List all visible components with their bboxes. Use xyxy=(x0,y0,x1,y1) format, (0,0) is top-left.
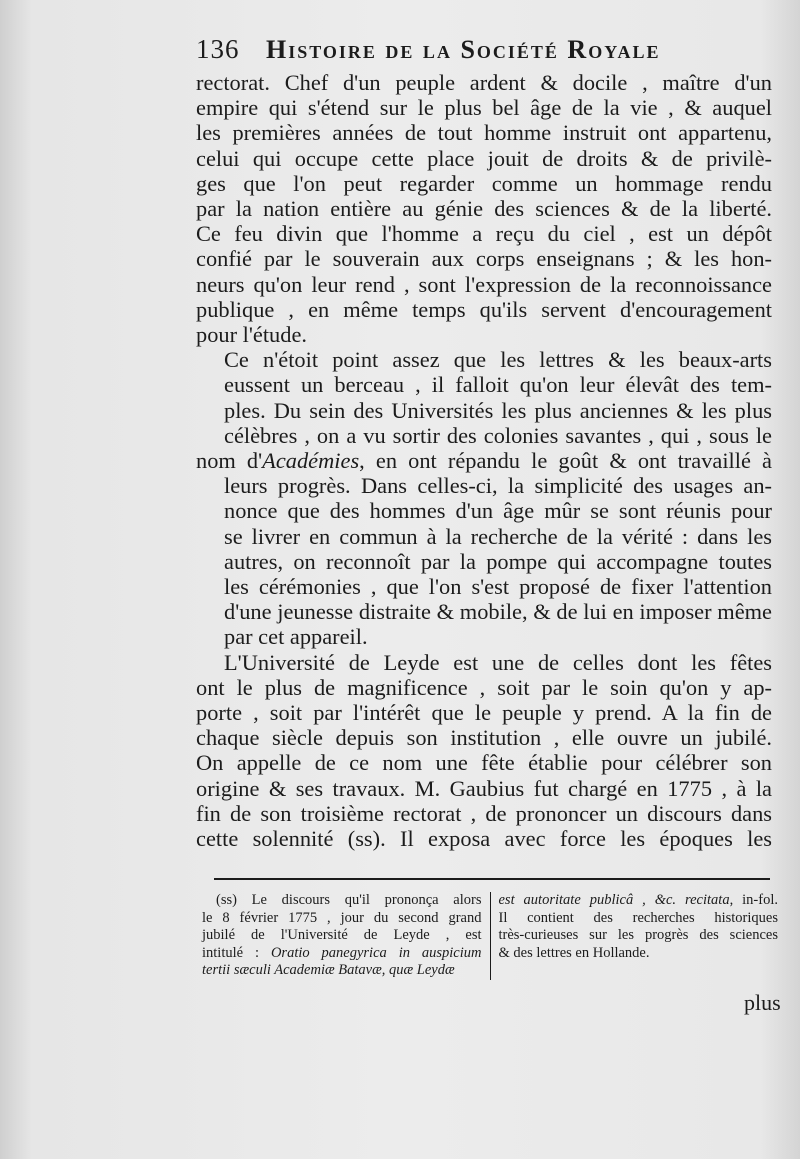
text-line: pour l'étude. xyxy=(196,322,307,348)
paragraph-2 xyxy=(196,347,772,649)
footnote-line: jubilé de l'Université de Leyde , est xyxy=(202,927,482,943)
text-line: Ce n'étoit point assez que les lettres & les beaux-arts xyxy=(224,347,772,373)
footnote-line-title xyxy=(202,945,482,963)
footnote xyxy=(202,892,778,980)
text-line: ont le plus de magnificence , soit par le soin qu'on y ap- xyxy=(196,674,772,700)
footnote-left-column xyxy=(202,892,491,980)
text-fragment: , en ont répandu le goût & ont travaillé à xyxy=(359,448,772,474)
text-line: Ce feu divin que l'homme a reçu du ciel , est un dépôt xyxy=(196,221,772,247)
page-number: 136 xyxy=(196,34,240,64)
latin-title: tertii sæculi Academiæ Batavæ, quæ Leydæ xyxy=(202,962,455,978)
text-line: ges que l'on peut regarder comme un hommage rendu xyxy=(196,170,772,196)
paragraph-3 xyxy=(196,650,772,852)
text-fragment: , in-fol. xyxy=(729,892,778,908)
text-line: nonce que des hommes d'un âge mûr se sont réunis pour xyxy=(224,498,772,524)
text-line: neurs qu'on leur rend , sont l'expression de la reconnoissance xyxy=(196,271,772,297)
text-line: cette solennité (ss). Il exposa avec force les époques les xyxy=(196,826,772,852)
footnote-rule xyxy=(214,878,770,880)
text-line: leurs progrès. Dans celles-ci, la simplicité des usages an- xyxy=(224,473,772,499)
text-line: célèbres , on a vu sortir des colonies savantes , qui , sous le xyxy=(224,422,772,448)
text-line: eussent un berceau , il falloit qu'on leur élevât des tem- xyxy=(224,372,772,398)
footnote-line: (ss) Le discours qu'il prononça alors xyxy=(216,892,482,908)
footnote-line: & des lettres en Hollande. xyxy=(498,944,650,961)
footnote-line: Il contient des recherches historiques xyxy=(498,909,778,926)
text-line: par cet appareil. xyxy=(224,624,368,650)
text-line: On appelle de ce nom une fête établie pour célébrer son xyxy=(196,750,772,776)
page-header xyxy=(196,34,756,65)
footnote-right-column xyxy=(491,892,779,980)
text-fragment: nom d' xyxy=(196,448,263,474)
footnote-line: très-curieuses sur les progrès des sciences xyxy=(498,927,778,943)
text-line: porte , soit par l'intérêt que le peuple y prend. A la fin de xyxy=(196,700,772,726)
text-line: d'une jeunesse distraite & mobile, & de lui en imposer même xyxy=(224,599,772,625)
text-line: chaque siècle depuis son institution , elle ouvre un jubilé. xyxy=(196,725,772,751)
text-line-academies xyxy=(196,448,772,473)
text-line: publique , en même temps qu'ils servent d'encouragement xyxy=(196,296,772,322)
main-text xyxy=(196,70,772,851)
text-line: se livrer en commun à la recherche de la vérité : dans les xyxy=(224,523,772,549)
text-fragment: intitulé : xyxy=(202,944,271,961)
catchword: plus xyxy=(744,990,781,1015)
running-title: Histoire de la Société Royale xyxy=(266,35,661,64)
latin-title: Oratio panegyrica in auspicium xyxy=(270,944,482,961)
text-line: autres, on reconnoît par la pompe qui accompagne toutes xyxy=(224,548,772,574)
text-line: L'Université de Leyde est une de celles dont les fêtes xyxy=(224,649,772,675)
text-line: par la nation entière au génie des sciences & de la liberté. xyxy=(196,196,772,222)
text-line: les premières années de tout homme instruit ont appartenu, xyxy=(196,120,772,146)
text-line: confié par le souverain aux corps enseignans ; & les hon- xyxy=(196,246,772,272)
footnote-line xyxy=(202,962,482,980)
text-line: origine & ses travaux. M. Gaubius fut chargé en 1775 , à la xyxy=(196,775,772,801)
text-line: rectorat. Chef d'un peuple ardent & docile , maître d'un xyxy=(196,70,772,95)
footnote-line-title xyxy=(499,892,779,910)
latin-title: est autoritate publicâ , &c. recitata xyxy=(498,892,730,908)
text-line: celui qui occupe cette place jouit de droits & de privilè- xyxy=(196,145,772,171)
academies-term: Académies xyxy=(262,448,360,474)
text-line: empire qui s'étend sur le plus bel âge de la vie , & auquel xyxy=(196,95,772,121)
paragraph-1 xyxy=(196,70,772,347)
text-line: ples. Du sein des Universités les plus anciennes & les plus xyxy=(224,397,772,423)
text-line: fin de son troisième rectorat , de prononcer un discours dans xyxy=(196,800,772,826)
text-line: les cérémonies , que l'on s'est proposé de fixer l'attention xyxy=(224,574,772,600)
footnote-line: le 8 février 1775 , jour du second grand xyxy=(202,909,482,926)
